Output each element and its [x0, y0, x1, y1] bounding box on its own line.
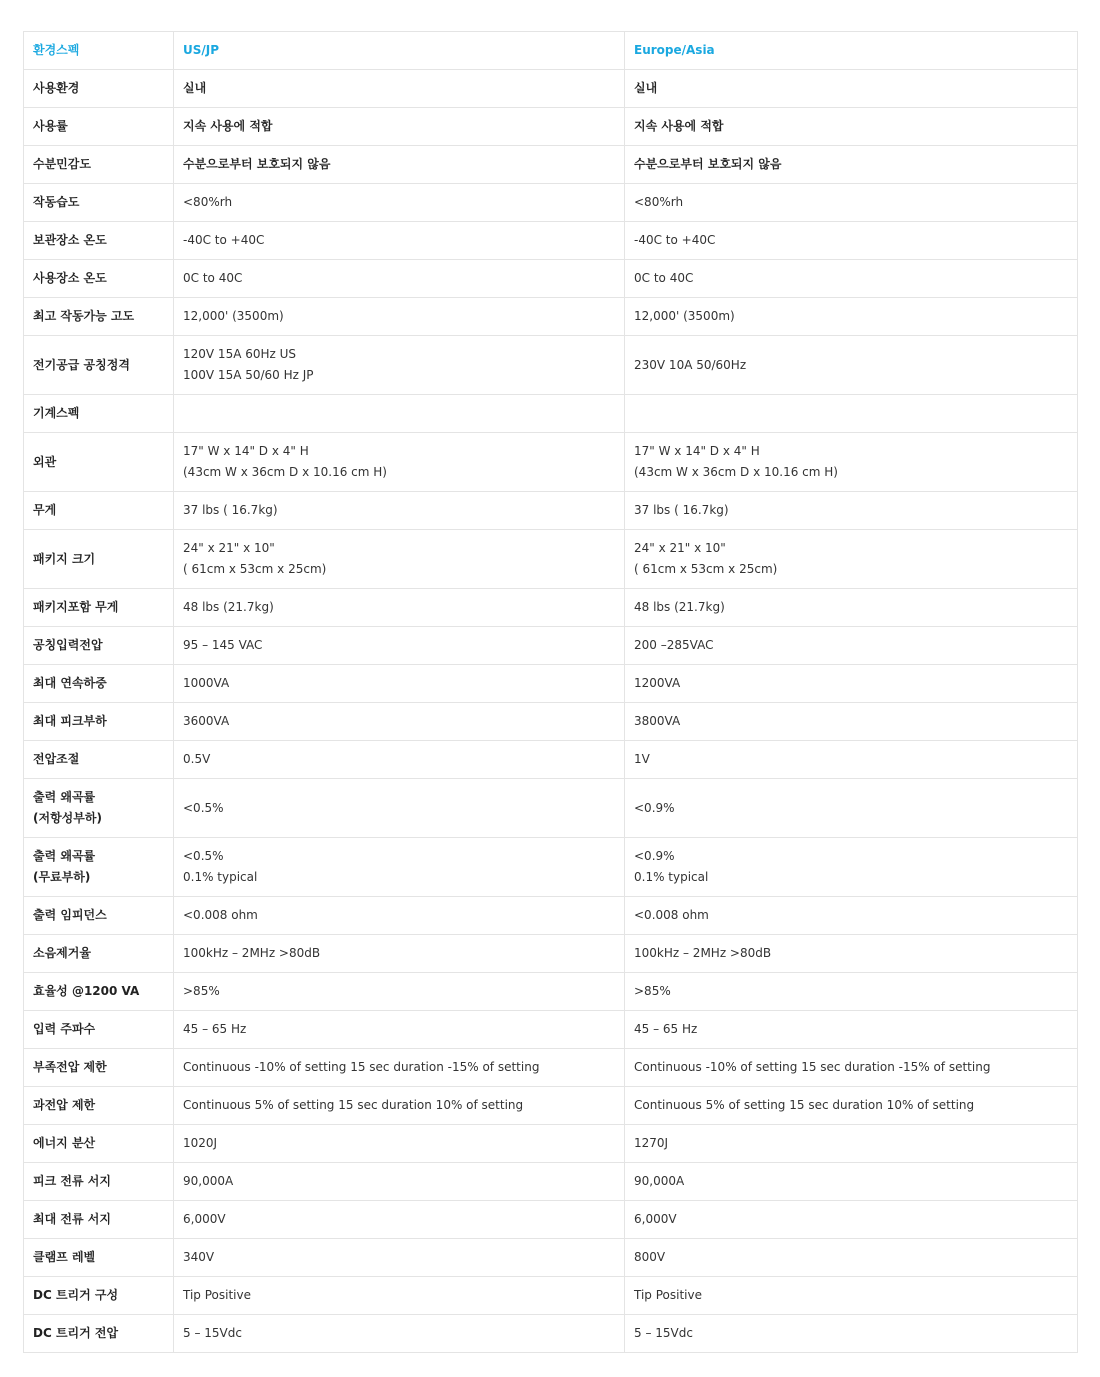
row-label-line: 피크 전류 서지 [33, 1174, 111, 1188]
value-europe-asia-line: 1200VA [634, 676, 681, 690]
row-label-line: 최대 전류 서지 [33, 1212, 111, 1226]
table-row [24, 395, 1078, 433]
table-row [24, 298, 1078, 336]
value-us-jp-line: <80%rh [183, 195, 233, 209]
row-label-line: 사용장소 온도 [33, 271, 107, 285]
value-europe-asia-line: <0.9% [634, 800, 675, 815]
value-us-jp-line: 340V [183, 1250, 215, 1264]
table-row [24, 741, 1078, 779]
row-label-line: 부족전압 제한 [33, 1060, 107, 1074]
value-europe-asia-line: 200 –285VAC [634, 638, 714, 652]
value-europe-asia [625, 627, 1078, 665]
table-row [24, 336, 1078, 395]
value-europe-asia-line: 48 lbs (21.7kg) [634, 600, 725, 614]
value-us-jp-line: <0.5% [183, 849, 224, 863]
value-europe-asia [625, 703, 1078, 741]
row-label-line: 과전압 제한 [33, 1098, 96, 1112]
value-us-jp [174, 260, 625, 298]
value-us-jp-line: 17" W x 14" D x 4" H [183, 444, 309, 458]
row-label-line: 에너지 분산 [33, 1136, 96, 1150]
value-us-jp [174, 70, 625, 108]
value-us-jp-line: Continuous -10% of setting 15 sec duration -15% of setting [183, 1060, 540, 1074]
value-europe-asia-line: 12,000' (3500m) [634, 309, 735, 323]
table-row [24, 589, 1078, 627]
value-us-jp [174, 973, 625, 1011]
row-label [24, 627, 174, 665]
value-us-jp [174, 1239, 625, 1277]
value-us-jp [174, 1277, 625, 1315]
row-label-line: 기계스펙 [33, 406, 80, 420]
row-label [24, 589, 174, 627]
row-label [24, 1049, 174, 1087]
value-us-jp-line: 5 – 15Vdc [183, 1326, 242, 1340]
value-europe-asia [625, 1087, 1078, 1125]
table-row [24, 70, 1078, 108]
value-us-jp [174, 779, 625, 838]
row-label [24, 935, 174, 973]
value-us-jp-line: 1020J [183, 1136, 218, 1150]
row-label-line: 출력 임피던스 [33, 908, 107, 922]
value-us-jp [174, 838, 625, 897]
row-label [24, 492, 174, 530]
value-europe-asia-line: 5 – 15Vdc [634, 1326, 693, 1340]
table-row [24, 897, 1078, 935]
value-us-jp-line: -40C to +40C [183, 233, 265, 247]
value-europe-asia [625, 1125, 1078, 1163]
value-us-jp [174, 492, 625, 530]
row-label-line: 사용률 [33, 119, 68, 133]
value-europe-asia-line: 지속 사용에 적합 [634, 119, 724, 133]
row-label-line: 작동습도 [33, 195, 80, 209]
value-us-jp-line: 12,000' (3500m) [183, 309, 284, 323]
row-label-line: 사용환경 [33, 81, 80, 95]
row-label [24, 1125, 174, 1163]
value-europe-asia-line: 45 – 65 Hz [634, 1022, 698, 1036]
row-label [24, 395, 174, 433]
row-label-line: 최고 작동가능 고도 [33, 309, 135, 323]
row-label [24, 184, 174, 222]
row-label-line: 최대 피크부하 [33, 714, 107, 728]
value-us-jp-line: 6,000V [183, 1212, 226, 1226]
row-label-line: 외관 [33, 454, 57, 469]
row-label [24, 1011, 174, 1049]
value-europe-asia-line: 수분으로부터 보호되지 않음 [634, 157, 782, 171]
value-europe-asia-line: ( 61cm x 53cm x 25cm) [634, 562, 778, 576]
value-europe-asia-line: 1270J [634, 1136, 669, 1150]
value-europe-asia-line: 실내 [634, 81, 658, 95]
value-us-jp-line: 3600VA [183, 714, 230, 728]
value-us-jp [174, 1315, 625, 1353]
row-label [24, 530, 174, 589]
value-us-jp [174, 530, 625, 589]
spec-table [23, 31, 1078, 1353]
table-row [24, 779, 1078, 838]
row-label [24, 260, 174, 298]
row-label-line: 수분민감도 [33, 157, 91, 171]
table-row [24, 838, 1078, 897]
spec-table-container [23, 31, 1077, 1353]
value-europe-asia [625, 146, 1078, 184]
value-europe-asia-line: <80%rh [634, 195, 684, 209]
value-us-jp [174, 897, 625, 935]
row-label [24, 1239, 174, 1277]
value-europe-asia [625, 1239, 1078, 1277]
row-label [24, 1087, 174, 1125]
row-label [24, 1163, 174, 1201]
table-row [24, 146, 1078, 184]
value-us-jp [174, 741, 625, 779]
row-label-line: 클램프 레벨 [33, 1250, 96, 1264]
row-label-line: 출력 왜곡률 [33, 849, 96, 863]
value-us-jp [174, 336, 625, 395]
value-us-jp-line: 100V 15A 50/60 Hz JP [183, 368, 314, 382]
row-label [24, 433, 174, 492]
value-europe-asia [625, 741, 1078, 779]
value-europe-asia-line: Continuous 5% of setting 15 sec duration 10% of setting [634, 1098, 975, 1112]
value-us-jp [174, 146, 625, 184]
table-row [24, 703, 1078, 741]
value-europe-asia [625, 492, 1078, 530]
value-us-jp [174, 433, 625, 492]
value-europe-asia-line: 3800VA [634, 714, 681, 728]
value-us-jp [174, 1201, 625, 1239]
row-label [24, 146, 174, 184]
value-europe-asia-line: 37 lbs ( 16.7kg) [634, 503, 729, 517]
row-label-line: 패키지포함 무게 [33, 600, 119, 614]
value-us-jp [174, 1049, 625, 1087]
value-us-jp-line: 37 lbs ( 16.7kg) [183, 503, 278, 517]
value-europe-asia [625, 1277, 1078, 1315]
value-us-jp-line: 100kHz – 2MHz >80dB [183, 946, 321, 960]
value-us-jp-line: 수분으로부터 보호되지 않음 [183, 157, 331, 171]
value-europe-asia-line: <0.008 ohm [634, 908, 709, 922]
value-us-jp-line: 95 – 145 VAC [183, 638, 263, 652]
value-us-jp-line: <0.008 ohm [183, 908, 258, 922]
value-us-jp-line: 120V 15A 60Hz US [183, 347, 297, 361]
table-header-row [24, 32, 1078, 70]
value-us-jp [174, 1163, 625, 1201]
table-row [24, 1011, 1078, 1049]
value-europe-asia-line: 800V [634, 1250, 666, 1264]
value-europe-asia-line: 0.1% typical [634, 870, 709, 884]
row-label-line: 소음제거율 [33, 946, 91, 960]
value-europe-asia [625, 1049, 1078, 1087]
value-us-jp-line: >85% [183, 984, 220, 998]
row-label-line: (저항성부하) [33, 811, 102, 825]
row-label-line: 최대 연속하중 [33, 676, 107, 690]
value-europe-asia [625, 779, 1078, 838]
value-europe-asia-line: Continuous -10% of setting 15 sec duration -15% of setting [634, 1060, 991, 1074]
table-row [24, 1315, 1078, 1353]
value-europe-asia [625, 222, 1078, 260]
value-us-jp-line: 90,000A [183, 1174, 234, 1188]
row-label [24, 741, 174, 779]
row-label [24, 222, 174, 260]
value-us-jp [174, 935, 625, 973]
table-row [24, 1163, 1078, 1201]
row-label-line: 패키지 크기 [33, 551, 96, 566]
value-us-jp [174, 627, 625, 665]
value-europe-asia [625, 665, 1078, 703]
row-label [24, 1277, 174, 1315]
value-europe-asia-line: 24" x 21" x 10" [634, 541, 726, 555]
row-label [24, 838, 174, 897]
table-row [24, 973, 1078, 1011]
table-row [24, 530, 1078, 589]
value-europe-asia-line: 230V 10A 50/60Hz [634, 357, 747, 372]
value-us-jp-line: 0C to 40C [183, 271, 243, 285]
row-label [24, 897, 174, 935]
value-europe-asia-line: 0C to 40C [634, 271, 694, 285]
value-us-jp-line: (43cm W x 36cm D x 10.16 cm H) [183, 465, 387, 479]
row-label [24, 1315, 174, 1353]
value-us-jp-line: Continuous 5% of setting 15 sec duration 10% of setting [183, 1098, 524, 1112]
value-europe-asia [625, 1201, 1078, 1239]
value-europe-asia-line: >85% [634, 984, 671, 998]
value-europe-asia-line: 6,000V [634, 1212, 677, 1226]
table-row [24, 1087, 1078, 1125]
table-row [24, 1201, 1078, 1239]
value-europe-asia [625, 336, 1078, 395]
table-row [24, 433, 1078, 492]
row-label-line: 전기공급 공칭정격 [33, 357, 130, 372]
value-us-jp [174, 108, 625, 146]
row-label [24, 779, 174, 838]
row-label [24, 70, 174, 108]
value-europe-asia [625, 1163, 1078, 1201]
value-europe-asia-line: 1V [634, 752, 650, 766]
table-row [24, 627, 1078, 665]
row-label-line: 전압조절 [33, 752, 80, 766]
row-label-line: DC 트리거 구성 [33, 1288, 119, 1302]
row-label [24, 703, 174, 741]
value-us-jp-line: <0.5% [183, 800, 224, 815]
table-row [24, 1125, 1078, 1163]
row-label-line: (무료부하) [33, 870, 91, 884]
header-us-jp: US/JP [174, 32, 625, 70]
row-label-line: 보관장소 온도 [33, 233, 107, 247]
table-row [24, 108, 1078, 146]
value-europe-asia [625, 433, 1078, 492]
value-us-jp-line: 1000VA [183, 676, 230, 690]
header-europe-asia: Europe/Asia [625, 32, 1078, 70]
row-label [24, 973, 174, 1011]
table-row [24, 665, 1078, 703]
row-label [24, 108, 174, 146]
value-us-jp-line: 0.1% typical [183, 870, 258, 884]
row-label-line: 공칭입력전압 [33, 638, 103, 652]
row-label [24, 665, 174, 703]
value-europe-asia-line: 90,000A [634, 1174, 685, 1188]
row-label-line: DC 트리거 전압 [33, 1326, 119, 1340]
value-us-jp [174, 184, 625, 222]
value-us-jp-line: ( 61cm x 53cm x 25cm) [183, 562, 327, 576]
value-europe-asia [625, 298, 1078, 336]
value-europe-asia [625, 530, 1078, 589]
row-label [24, 336, 174, 395]
value-europe-asia [625, 1315, 1078, 1353]
row-label-line: 효율성 @1200 VA [33, 984, 140, 998]
value-us-jp [174, 222, 625, 260]
value-us-jp [174, 589, 625, 627]
value-europe-asia [625, 973, 1078, 1011]
table-row [24, 260, 1078, 298]
value-us-jp-line: Tip Positive [183, 1288, 251, 1302]
value-us-jp [174, 1011, 625, 1049]
row-label-line: 입력 주파수 [33, 1022, 96, 1036]
value-europe-asia [625, 935, 1078, 973]
value-us-jp [174, 395, 625, 433]
value-europe-asia [625, 260, 1078, 298]
value-us-jp-line: 24" x 21" x 10" [183, 541, 275, 555]
table-row [24, 1049, 1078, 1087]
value-europe-asia [625, 1011, 1078, 1049]
table-row [24, 222, 1078, 260]
value-us-jp-line: 실내 [183, 81, 207, 95]
value-us-jp [174, 665, 625, 703]
value-europe-asia-line: <0.9% [634, 849, 675, 863]
row-label [24, 298, 174, 336]
value-us-jp-line: 45 – 65 Hz [183, 1022, 247, 1036]
value-europe-asia [625, 395, 1078, 433]
value-europe-asia [625, 838, 1078, 897]
table-row [24, 184, 1078, 222]
header-environment-spec: 환경스펙 [24, 32, 174, 70]
value-us-jp-line: 48 lbs (21.7kg) [183, 600, 274, 614]
value-europe-asia-line: Tip Positive [634, 1288, 702, 1302]
value-europe-asia [625, 897, 1078, 935]
table-row [24, 935, 1078, 973]
value-us-jp-line: 지속 사용에 적합 [183, 119, 273, 133]
value-europe-asia-line: 100kHz – 2MHz >80dB [634, 946, 772, 960]
value-europe-asia-line: 17" W x 14" D x 4" H [634, 444, 760, 458]
value-us-jp [174, 298, 625, 336]
value-europe-asia [625, 108, 1078, 146]
value-europe-asia-line: -40C to +40C [634, 233, 716, 247]
value-europe-asia [625, 589, 1078, 627]
value-europe-asia [625, 70, 1078, 108]
row-label-line: 출력 왜곡률 [33, 790, 96, 804]
spec-table-body [24, 32, 1078, 1353]
table-row [24, 492, 1078, 530]
value-europe-asia [625, 184, 1078, 222]
value-us-jp-line: 0.5V [183, 752, 211, 766]
table-row [24, 1239, 1078, 1277]
row-label [24, 1201, 174, 1239]
value-us-jp [174, 703, 625, 741]
value-europe-asia-line: (43cm W x 36cm D x 10.16 cm H) [634, 465, 838, 479]
table-row [24, 1277, 1078, 1315]
value-us-jp [174, 1087, 625, 1125]
row-label-line: 무게 [33, 503, 57, 517]
value-us-jp [174, 1125, 625, 1163]
